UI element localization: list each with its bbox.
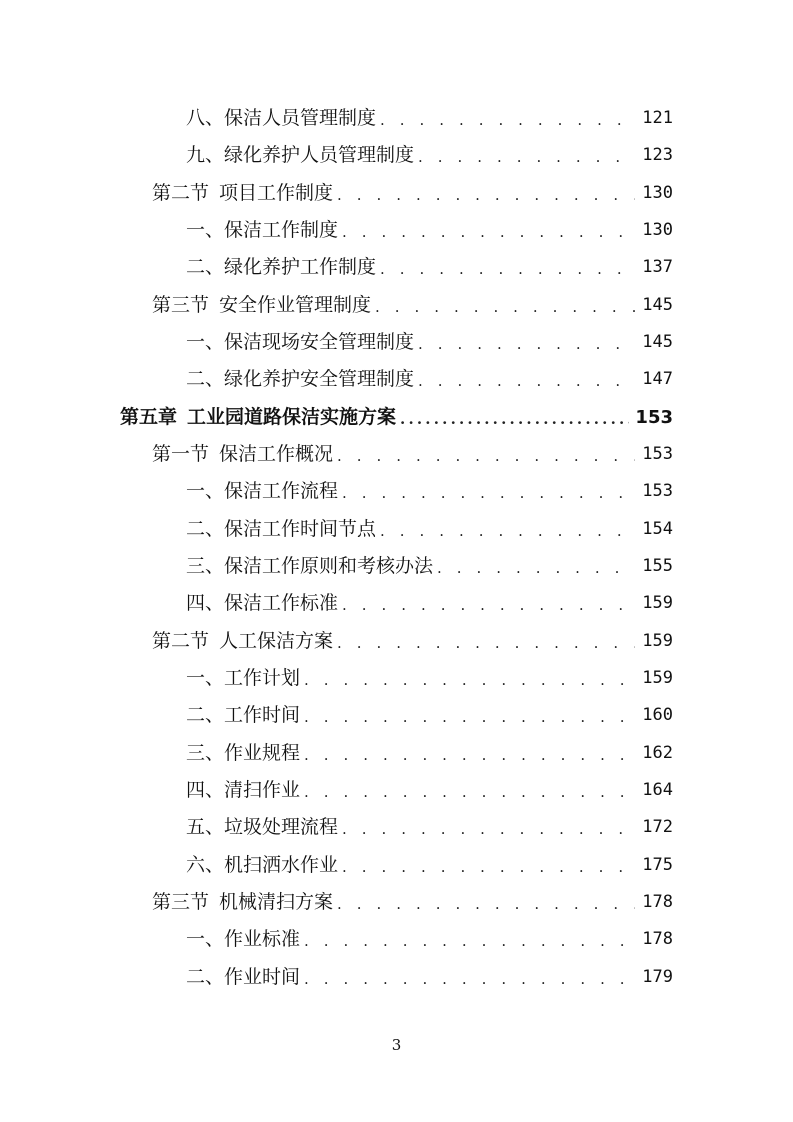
toc-entry-label: 保洁工作时间节点 <box>224 518 377 540</box>
toc-entry[interactable] <box>152 436 673 473</box>
toc-entry-label: 保洁工作制度 <box>224 219 339 241</box>
toc-entry-page: 159 <box>642 593 673 613</box>
toc-entry[interactable] <box>152 175 673 212</box>
toc-entry-number: 六、 <box>186 854 225 876</box>
dot-leader <box>342 214 635 251</box>
dot-leader <box>418 326 635 363</box>
toc-entry[interactable] <box>186 921 673 958</box>
toc-entry-label: 绿化养护安全管理制度 <box>224 368 415 390</box>
toc-entry-page: 145 <box>642 332 673 352</box>
toc-entry-number: 第一节 <box>152 443 210 465</box>
toc-entry-number: 八、 <box>186 107 225 129</box>
toc-entry-page: 164 <box>642 780 673 800</box>
toc-entry-label: 作业规程 <box>224 742 301 764</box>
toc-entry-title <box>186 100 376 137</box>
toc-entry[interactable] <box>186 212 673 249</box>
dot-leader <box>342 475 635 512</box>
toc-entry-number: 一、 <box>186 331 225 353</box>
toc-entry-title <box>186 772 300 809</box>
dot-leader <box>437 550 635 587</box>
toc-entry-title <box>186 809 338 846</box>
toc-entry-number: 二、 <box>186 518 225 540</box>
toc-entry-title <box>186 585 338 622</box>
toc-entry-title <box>186 249 376 286</box>
toc-entry-title <box>186 697 300 734</box>
dot-leader <box>380 513 635 550</box>
toc-entry-page: 153 <box>642 481 673 501</box>
toc-entry-label: 垃圾处理流程 <box>224 816 339 838</box>
toc-entry-title <box>186 921 300 958</box>
dot-leader <box>380 102 635 139</box>
toc-entry-number: 五、 <box>186 816 225 838</box>
toc-entry-title <box>186 847 338 884</box>
toc-entry[interactable] <box>186 361 673 398</box>
toc-entry-number: 一、 <box>186 667 225 689</box>
toc-entry[interactable] <box>186 249 673 286</box>
toc-entry[interactable] <box>186 511 673 548</box>
toc-entry-title <box>152 623 333 660</box>
dot-leader <box>304 961 635 998</box>
toc-entry-number: 一、 <box>186 928 225 950</box>
toc-entry-label: 保洁工作概况 <box>219 443 334 465</box>
toc-entry-title <box>186 137 414 174</box>
dot-leader <box>337 177 635 214</box>
toc-entry[interactable] <box>186 548 673 585</box>
toc-entry-label: 人工保洁方案 <box>219 630 334 652</box>
dot-leader <box>304 699 635 736</box>
toc-entry[interactable] <box>186 772 673 809</box>
toc-entry-label: 清扫作业 <box>224 779 301 801</box>
toc-entry[interactable] <box>186 735 673 772</box>
toc-entry-title <box>120 399 396 436</box>
toc-entry-page: 162 <box>642 743 673 763</box>
dot-leader <box>337 625 635 662</box>
toc-entry-page: 159 <box>642 631 673 651</box>
toc-entry-number: 三、 <box>186 555 225 577</box>
toc-entry[interactable] <box>152 287 673 324</box>
toc-entry-number: 九、 <box>186 144 225 166</box>
dot-leader <box>304 662 635 699</box>
toc-entry-label: 工作时间 <box>224 704 301 726</box>
dot-leader <box>342 849 635 886</box>
toc-entry-number: 三、 <box>186 742 225 764</box>
toc-entry-number: 二、 <box>186 704 225 726</box>
toc-entry-page: 145 <box>642 295 673 315</box>
toc-entry-page: 159 <box>642 668 673 688</box>
toc-entry-number: 四、 <box>186 779 225 801</box>
toc-entry-number: 第五章 <box>120 406 178 428</box>
toc-entry-label: 工作计划 <box>224 667 301 689</box>
page-number: 3 <box>391 1036 402 1054</box>
toc-entry-page: 154 <box>642 519 673 539</box>
toc-entry-page: 175 <box>642 855 673 875</box>
toc-entry-title <box>186 660 300 697</box>
toc-entry-title <box>186 959 300 996</box>
toc-entry-page: 123 <box>642 145 673 165</box>
toc-entry-label: 保洁现场安全管理制度 <box>224 331 415 353</box>
toc-entry-label: 机扫洒水作业 <box>224 854 339 876</box>
dot-leader <box>400 401 629 438</box>
toc-entry-page: 172 <box>642 817 673 837</box>
toc-entry-title <box>186 548 433 585</box>
toc-entry-label: 保洁工作原则和考核办法 <box>224 555 434 577</box>
toc-entry[interactable] <box>186 585 673 622</box>
toc-entry-page: 130 <box>642 220 673 240</box>
toc-entry[interactable] <box>186 697 673 734</box>
toc-entry-title <box>186 212 338 249</box>
toc-entry[interactable] <box>152 623 673 660</box>
dot-leader <box>418 363 635 400</box>
toc-entry-title <box>186 361 414 398</box>
dot-leader <box>337 438 635 475</box>
toc-entry[interactable] <box>186 100 673 137</box>
toc-entry-label: 机械清扫方案 <box>219 891 334 913</box>
toc-entry-label: 工业园道路保洁实施方案 <box>187 406 397 428</box>
toc-chapter-entry[interactable] <box>120 399 673 436</box>
toc-entry-label: 绿化养护工作制度 <box>224 256 377 278</box>
toc-entry-number: 第二节 <box>152 630 210 652</box>
toc-entry-title <box>152 884 333 921</box>
toc-entry-number: 第三节 <box>152 891 210 913</box>
toc-entry-number: 二、 <box>186 368 225 390</box>
toc-entry-number: 二、 <box>186 966 225 988</box>
toc-entry-number: 一、 <box>186 219 225 241</box>
dot-leader <box>380 251 635 288</box>
toc-entry-label: 作业时间 <box>224 966 301 988</box>
toc-entry-number: 一、 <box>186 480 225 502</box>
toc-entry-page: 130 <box>642 183 673 203</box>
toc-entry-page: 179 <box>642 967 673 987</box>
toc-entry-number: 第三节 <box>152 294 210 316</box>
toc-entry-page: 155 <box>642 556 673 576</box>
dot-leader <box>304 737 635 774</box>
toc-entry[interactable] <box>186 959 673 996</box>
dot-leader <box>304 774 635 811</box>
toc-entry-label: 安全作业管理制度 <box>219 294 372 316</box>
toc-entry-title <box>152 175 333 212</box>
toc-entry-page: 137 <box>642 257 673 277</box>
toc-entry[interactable] <box>186 660 673 697</box>
toc-entry[interactable] <box>186 324 673 361</box>
toc-entry-number: 二、 <box>186 256 225 278</box>
dot-leader <box>337 886 635 923</box>
dot-leader <box>342 587 635 624</box>
toc-entry[interactable] <box>186 847 673 884</box>
toc-entry-title <box>186 324 414 361</box>
toc-entry-title <box>152 287 371 324</box>
toc-entry-label: 保洁人员管理制度 <box>224 107 377 129</box>
toc-entry-title <box>186 735 300 772</box>
toc-entry-page: 160 <box>642 705 673 725</box>
toc-entry-label: 项目工作制度 <box>219 182 334 204</box>
toc-entry-number: 四、 <box>186 592 225 614</box>
toc-entry-page: 153 <box>635 407 673 428</box>
toc-entry-page: 153 <box>642 444 673 464</box>
toc-entry-page: 147 <box>642 369 673 389</box>
toc-entry[interactable] <box>186 473 673 510</box>
toc-entry-page: 178 <box>642 892 673 912</box>
toc-entry-title <box>152 436 333 473</box>
dot-leader <box>304 923 635 960</box>
toc-entry-title <box>186 473 338 510</box>
toc-entry-label: 绿化养护人员管理制度 <box>224 144 415 166</box>
toc-entry-label: 保洁工作标准 <box>224 592 339 614</box>
dot-leader <box>342 811 635 848</box>
toc-entry[interactable] <box>186 137 673 174</box>
toc-entry-label: 保洁工作流程 <box>224 480 339 502</box>
toc-entry-page: 178 <box>642 929 673 949</box>
toc-entry-title <box>186 511 376 548</box>
toc-entry-page: 121 <box>642 108 673 128</box>
dot-leader <box>418 139 635 176</box>
toc-entry[interactable] <box>186 809 673 846</box>
toc-entry[interactable] <box>152 884 673 921</box>
toc-entry-label: 作业标准 <box>224 928 301 950</box>
toc-entry-number: 第二节 <box>152 182 210 204</box>
dot-leader <box>375 289 635 326</box>
